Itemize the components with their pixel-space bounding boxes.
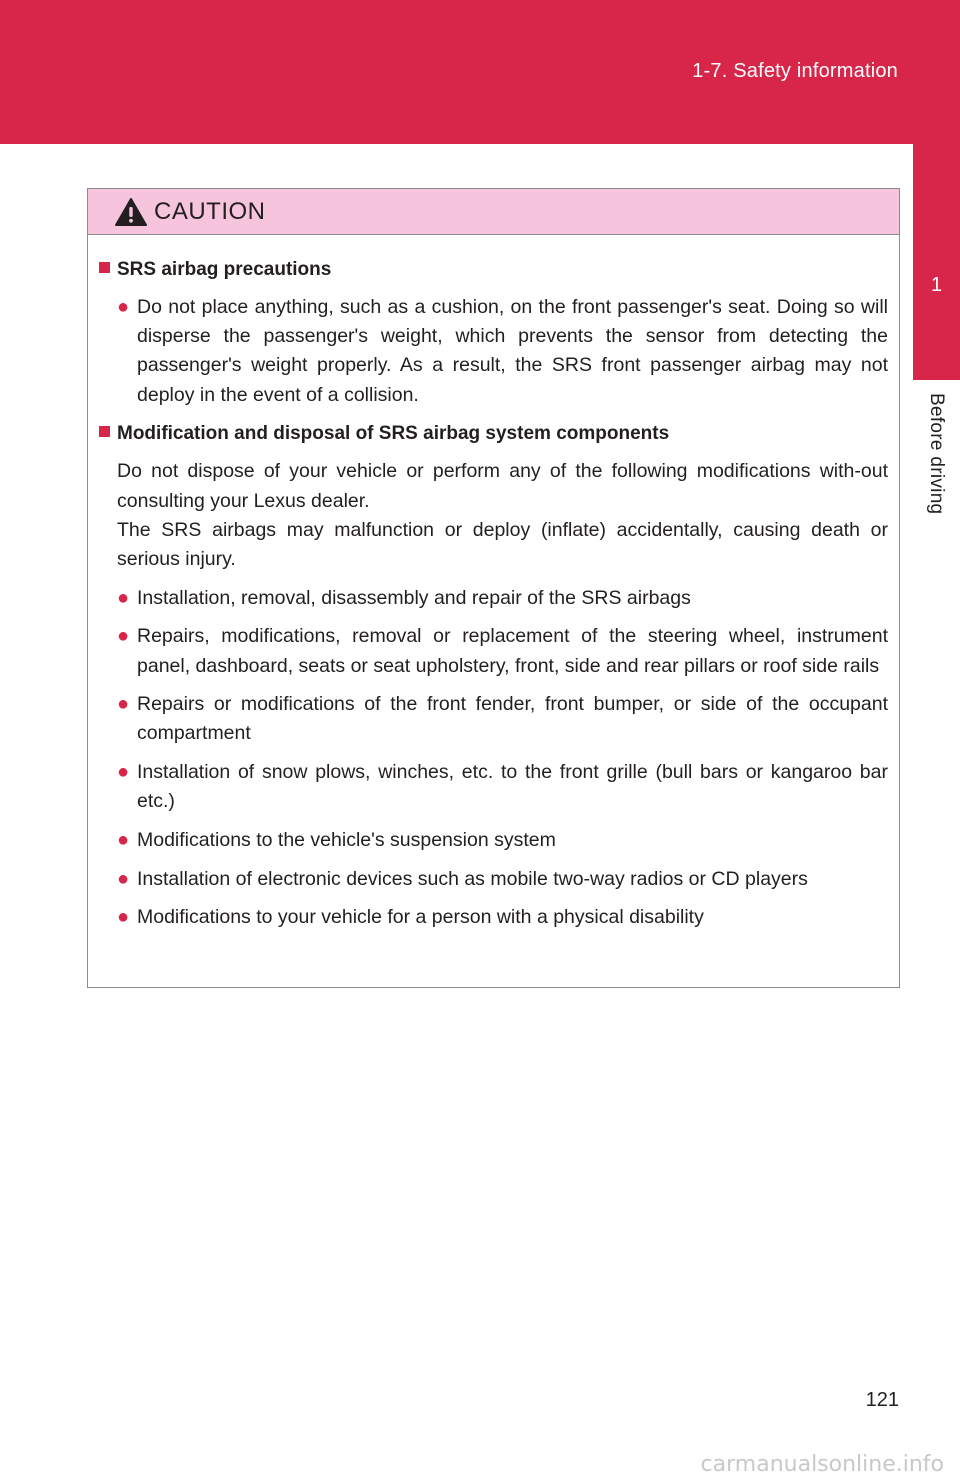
chapter-number: 1 (930, 274, 943, 296)
section-title: 1-7. Safety information (692, 60, 898, 82)
chapter-tab[interactable] (913, 144, 960, 380)
bullet-icon: ● (117, 693, 130, 716)
section-srs-precautions (99, 255, 888, 410)
section-heading (99, 419, 888, 448)
list-item-text: Repairs or modifications of the front fender, front bumper, or side of the occupant compartment (137, 693, 888, 745)
caution-header (88, 189, 899, 235)
list-item (99, 865, 888, 894)
square-bullet-icon (99, 426, 110, 437)
list-item-text: Installation, removal, disassembly and repair of the SRS airbags (137, 586, 691, 609)
chapter-label-container (912, 393, 960, 543)
list-item-text: Modifications to your vehicle for a person with a physical disability (137, 906, 704, 929)
chapter-tab-divider (913, 380, 960, 383)
page-number: 121 (865, 1389, 899, 1411)
header-band (0, 0, 960, 144)
bullet-icon: ● (117, 761, 130, 784)
list-item (99, 758, 888, 816)
heading-text: Modification and disposal of SRS airbag system components (117, 423, 670, 445)
caution-body (88, 235, 899, 933)
list-item (99, 690, 888, 748)
bullet-icon: ● (117, 625, 130, 648)
bullet-icon: ● (117, 296, 130, 318)
bullet-icon: ● (117, 867, 130, 890)
watermark-text: carmanualsonline.info (700, 1452, 944, 1477)
list-item-text: Installation of snow plows, winches, etc. to the front grille (bull bars or kangaroo bar etc.) (137, 761, 888, 813)
caution-label: CAUTION (154, 197, 266, 225)
list-item (99, 622, 888, 680)
bullet-icon: ● (117, 829, 130, 852)
paragraph: Do not dispose of your vehicle or perform any of the following modifications with-out consulting your Lexus dealer. (117, 460, 888, 512)
list-item (99, 584, 888, 613)
list-item-text: Repairs, modifications, removal or replacement of the steering wheel, instrument panel, dashboard, seats or seat upholstery, front, side and rear pillars or roof side rails (137, 625, 888, 677)
paragraph: The SRS airbags may malfunction or deploy (inflate) accidentally, causing death or serious injury. (117, 518, 888, 570)
caution-box (87, 188, 900, 988)
bullet-icon: ● (117, 906, 130, 929)
list-item-text: Modifications to the vehicle's suspension system (137, 829, 556, 852)
section-heading (99, 255, 888, 284)
section-modification-disposal (99, 419, 888, 932)
list-item (99, 903, 888, 932)
list-item (99, 826, 888, 855)
list-item (99, 293, 888, 410)
square-bullet-icon (99, 262, 110, 273)
bullet-icon: ● (117, 586, 130, 609)
chapter-label: Before driving (926, 393, 947, 515)
watermark (0, 1446, 960, 1484)
list-item-text: Do not place anything, such as a cushion, on the front passenger's seat. Doing so will disperse the passenger's weight, which prevents the sensor from detecting the passenger's weight properly. As a result, the SRS front passenger airbag may not deploy in the event of a collision. (137, 296, 888, 406)
warning-triangle-icon (114, 197, 148, 227)
list-item-text: Installation of electronic devices such as mobile two-way radios or CD players (137, 867, 808, 890)
heading-text: SRS airbag precautions (117, 259, 332, 280)
